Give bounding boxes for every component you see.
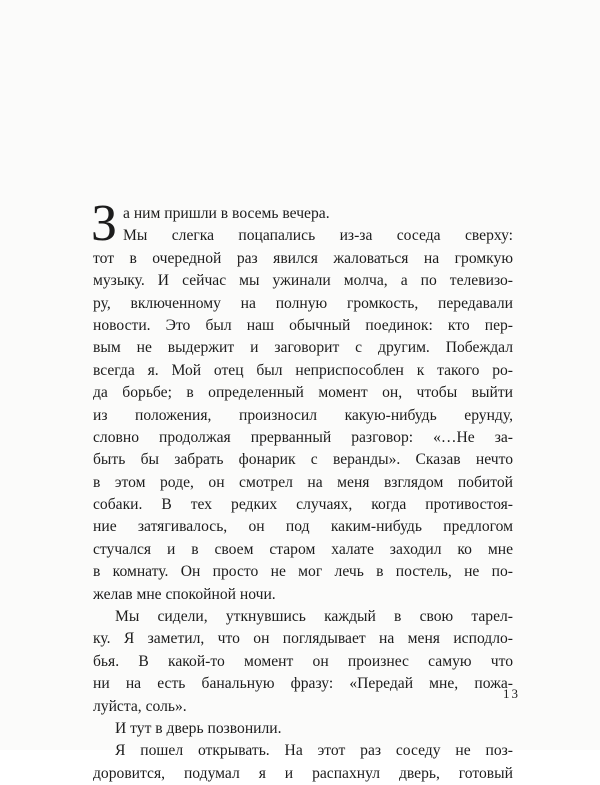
text-line: музыку. И сейчас мы ужинали молча, а по телевизо- xyxy=(93,272,513,290)
text-line: в этом роде, он смотрел на меня взглядом побитой xyxy=(93,473,513,491)
text-line: желав мне спокойной ночи. xyxy=(93,585,276,603)
text-line: новости. Это был наш обычный поединок: кто пер- xyxy=(93,316,513,334)
text-line: И тут в дверь позвонили. xyxy=(115,719,282,737)
text-line: в комнату. Он просто не мог лечь в постель, не по- xyxy=(93,563,513,581)
text-line: Мы сидели, уткнувшись каждый в свою тарел- xyxy=(115,608,513,626)
text-line: Я пошел открывать. На этот раз соседу не поз- xyxy=(115,742,513,760)
page-number: 13 xyxy=(503,686,520,701)
text-line: луйста, соль». xyxy=(93,697,187,715)
text-line: тот в очередной раз явился жаловаться на громкую xyxy=(93,249,513,267)
text-line: да борьбе; в определенный момент он, чтобы выйти xyxy=(93,384,513,402)
text-line: ру, включенному на полную громкость, передавали xyxy=(93,294,513,312)
body-text xyxy=(91,195,513,785)
text-line: собаки. В тех редких случаях, когда противостоя- xyxy=(93,496,513,514)
text-line: Мы слегка поцапались из-за соседа сверху: xyxy=(123,227,513,245)
text-line: ние затягивалось, он под каким-нибудь предлогом xyxy=(93,518,513,536)
text-line: словно продолжая прерванный разговор: «…Не за- xyxy=(93,428,513,446)
text-line: ку. Я заметил, что он поглядывает на меня исподло- xyxy=(93,630,513,648)
text-line: бья. В какой-то момент он произнес самую что xyxy=(93,652,513,670)
text-line: стучался и в своем старом халате заходил ко мне xyxy=(93,540,513,558)
text-line: доровится, подумал я и распахнул дверь, готовый xyxy=(93,764,513,782)
text-line: из положения, произносил какую-нибудь ерунду, xyxy=(93,406,513,424)
text-line: а ним пришли в восемь вечера. xyxy=(123,205,330,222)
text-line: ни на есть банальную фразу: «Передай мне, пожа- xyxy=(93,675,513,693)
text-line: вым не выдержит и заговорит с другим. Побеждал xyxy=(93,339,513,357)
drop-cap: З xyxy=(91,195,118,252)
text-line: всегда я. Мой отец был неприспособлен к такого ро- xyxy=(93,361,513,379)
text-line: быть бы забрать фонарик с веранды». Сказав нечто xyxy=(93,451,513,469)
